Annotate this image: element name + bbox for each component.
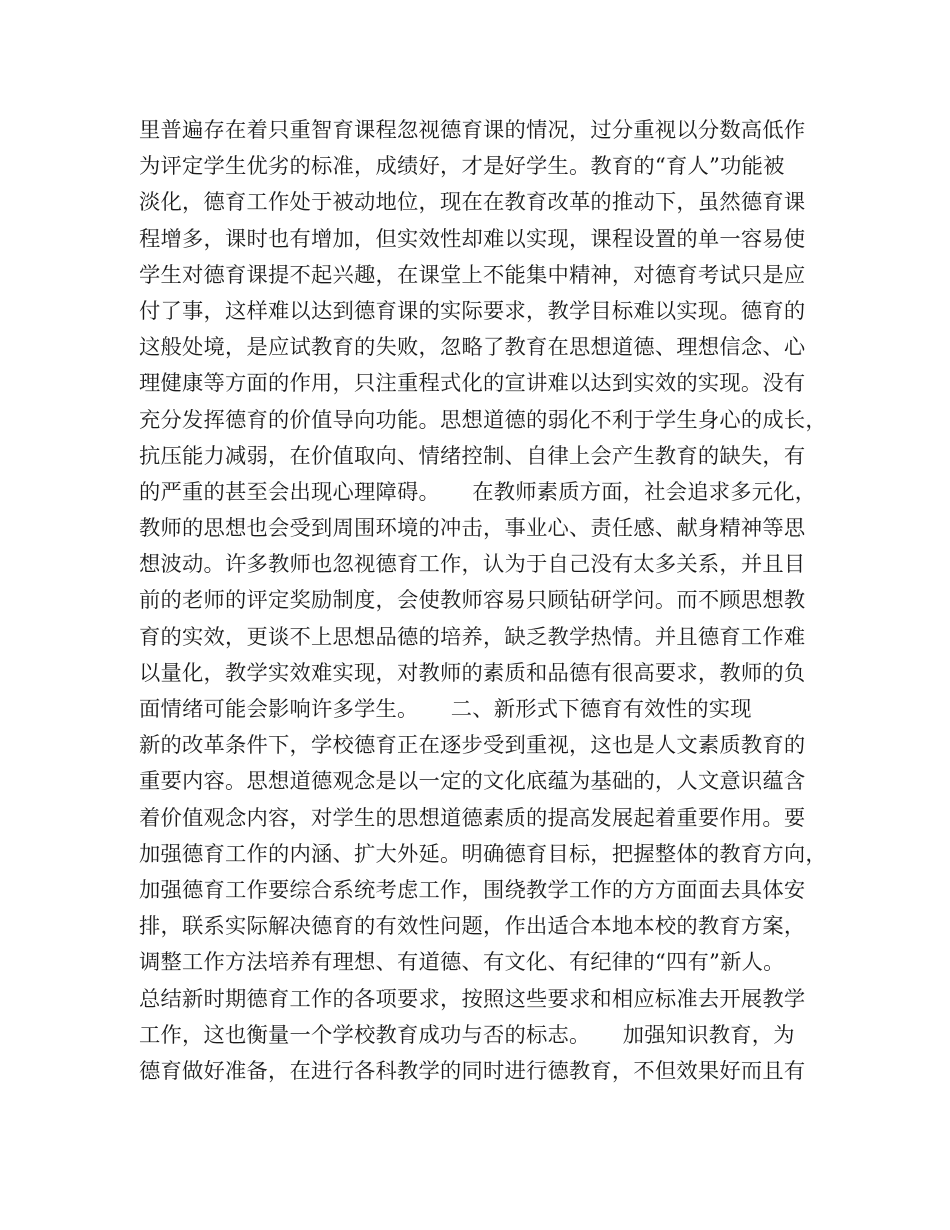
text-line-2: 为评定学生优劣的标准，成绩好，才是好学生。教育的“育人”功能被 bbox=[139, 154, 785, 180]
body-text bbox=[139, 113, 839, 1090]
text-line-17: 面情绪可能会影响许多学生。 二、新形式下德育有效性的实现 bbox=[139, 697, 752, 722]
text-line-26: 工作，这也衡量一个学校教育成功与否的标志。 加强知识教育，为 bbox=[139, 1022, 795, 1048]
text-line-6: 付了事，这样难以达到德育课的实际要求，教学目标难以实现。德育的 bbox=[139, 298, 806, 324]
text-line-13: 想波动。许多教师也忽视德育工作，认为于自己没有太多关系，并且目 bbox=[139, 552, 806, 578]
text-line-25: 总结新时期德育工作的各项要求，按照这些要求和相应标准去开展教学 bbox=[139, 986, 806, 1012]
text-line-8: 理健康等方面的作用，只注重程式化的宣讲难以达到实效的实现。没有 bbox=[139, 371, 806, 397]
text-line-19: 重要内容。思想道德观念是以一定的文化底蕴为基础的，人文意识蕴含 bbox=[139, 769, 806, 795]
text-line-1: 里普遍存在着只重智育课程忽视德育课的情况，过分重视以分数高低作 bbox=[139, 118, 806, 143]
text-line-15: 育的实效，更谈不上思想品德的培养，缺乏教学热情。并且德育工作难 bbox=[139, 624, 806, 650]
text-line-22: 加强德育工作要综合系统考虑工作，围绕教学工作的方方面面去具体安 bbox=[139, 877, 806, 903]
text-line-23: 排，联系实际解决德育的有效性问题，作出适合本地本校的教育方案， bbox=[139, 914, 806, 940]
text-line-21: 加强德育工作的内涵、扩大外延。明确德育目标，把握整体的教育方向， bbox=[139, 841, 827, 867]
text-line-7: 这般处境，是应试教育的失败，忽略了教育在思想道德、理想信念、心 bbox=[139, 335, 806, 361]
text-line-5: 学生对德育课提不起兴趣，在课堂上不能集中精神，对德育考试只是应 bbox=[139, 262, 806, 288]
text-line-12: 教师的思想也会受到周围环境的冲击，事业心、责任感、献身精神等思 bbox=[139, 516, 806, 542]
text-line-24: 调整工作方法培养有理想、有道德、有文化、有纪律的“四有”新人。 bbox=[139, 950, 785, 976]
text-line-4: 程增多，课时也有增加，但实效性却难以实现，课程设置的单一容易使 bbox=[139, 226, 806, 252]
text-line-16: 以量化，教学实效难实现，对教师的素质和品德有很高要求，教师的负 bbox=[139, 660, 806, 686]
text-line-11: 的严重的甚至会出现心理障碍。 在教师素质方面，社会追求多元化， bbox=[139, 479, 817, 505]
text-line-20: 着价值观念内容，对学生的思想道德素质的提高发展起着重要作用。要 bbox=[139, 805, 806, 831]
text-line-14: 前的老师的评定奖励制度，会使教师容易只顾钻研学问。而不顾思想教 bbox=[139, 588, 806, 614]
text-line-10: 抗压能力减弱，在价值取向、情绪控制、自律上会产生教育的缺失，有 bbox=[139, 443, 806, 469]
text-line-3: 淡化，德育工作处于被动地位，现在在教育改革的推动下，虽然德育课 bbox=[139, 190, 806, 216]
text-line-27: 德育做好准备，在进行各科教学的同时进行德教育，不但效果好而且有 bbox=[139, 1058, 806, 1084]
text-line-18: 新的改革条件下，学校德育正在逐步受到重视，这也是人文素质教育的 bbox=[139, 733, 806, 759]
text-line-9: 充分发挥德育的价值导向功能。思想道德的弱化不利于学生身心的成长， bbox=[139, 407, 827, 433]
